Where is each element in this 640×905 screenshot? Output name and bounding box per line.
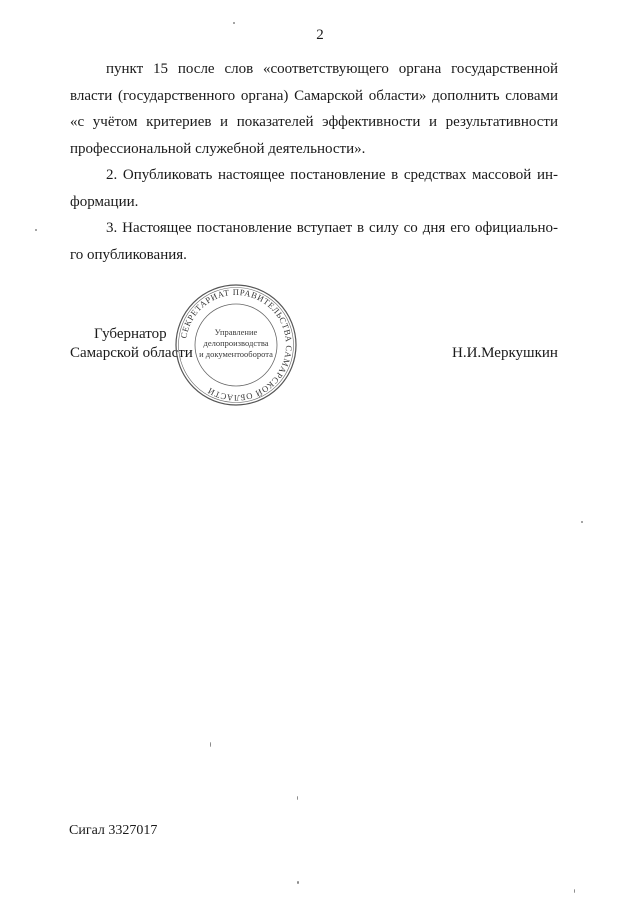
document-code: Сигал 3327017 — [69, 823, 158, 838]
paragraph-line: профессиональной служебной деятельности». — [70, 140, 366, 157]
paragraph-point-15 — [70, 56, 558, 162]
paragraph-line: го опубликования. — [70, 246, 187, 263]
scan-speck — [581, 521, 583, 523]
scan-speck — [297, 796, 298, 800]
page-number: 2 — [316, 27, 324, 43]
paragraph-publish — [70, 162, 558, 215]
paragraph-line: формации. — [70, 193, 139, 210]
seal-inner-line: делопроизводства — [203, 338, 269, 348]
signatory-title-line2: Самарской области — [70, 345, 193, 361]
official-seal — [174, 283, 298, 407]
paragraph-effective-date — [70, 215, 558, 268]
scan-speck — [210, 742, 211, 747]
seal-inner-line: Управление — [214, 327, 258, 337]
scan-speck — [297, 881, 299, 884]
paragraph-line: 2. Опубликовать настоящее постановление в средствах массовой ин- — [106, 167, 558, 183]
scan-speck — [233, 22, 235, 24]
paragraph-line: пункт 15 после слов «соответствующего органа государственной — [106, 61, 558, 77]
signatory-title-line1: Губернатор — [94, 326, 167, 342]
scan-speck — [574, 889, 575, 893]
seal-ring-text: СЕКРЕТАРИАТ ПРАВИТЕЛЬСТВА САМАРСКОЙ ОБЛАСТИ — [178, 286, 295, 404]
paragraph-line: «с учётом критериев и показателей эффективности и результативности — [70, 114, 558, 130]
paragraph-line: 3. Настоящее постановление вступает в силу со дня его официально- — [106, 220, 558, 236]
scan-speck — [35, 229, 37, 231]
seal-inner-line: и документооборота — [199, 349, 273, 359]
signatory-name: Н.И.Меркушкин — [452, 345, 558, 361]
paragraph-line: власти (государственного органа) Самарской области» дополнить словами — [70, 87, 558, 104]
